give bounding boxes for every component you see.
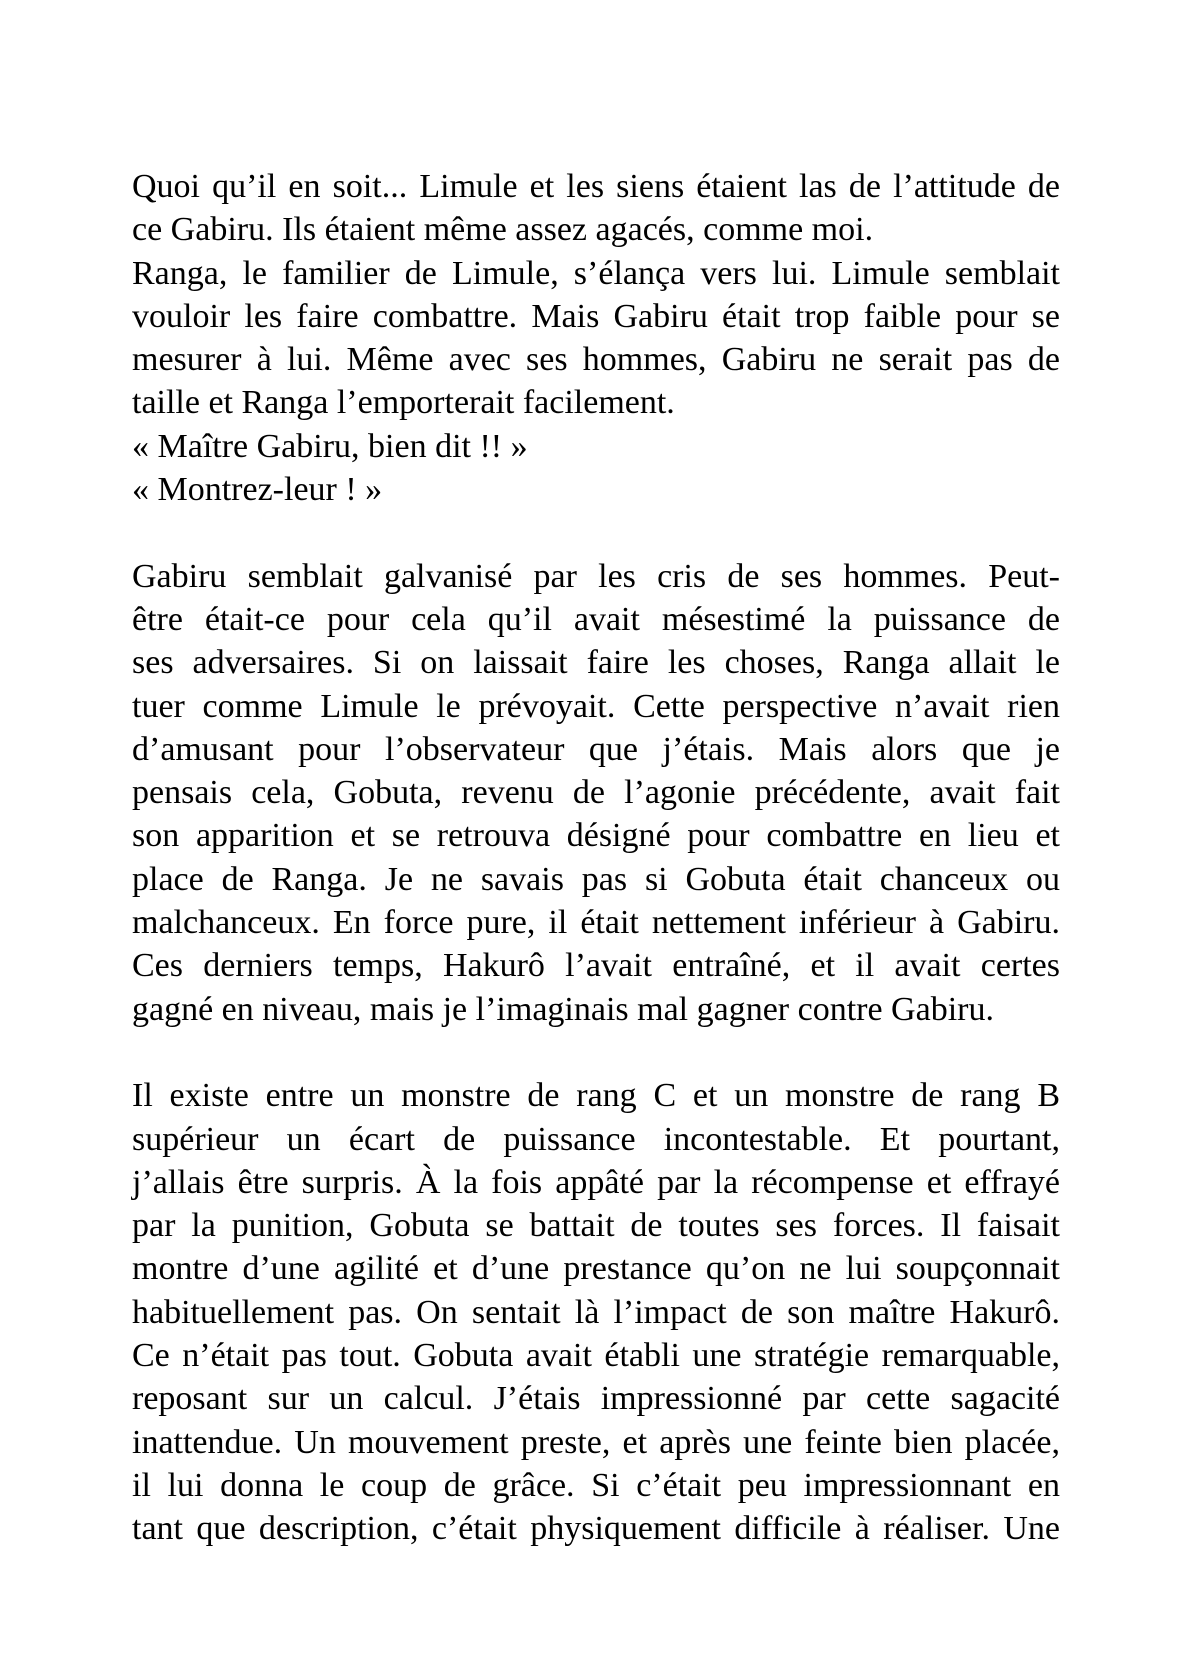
text-line: ses adversaires. Si on laissait faire les choses, Ranga allait le: [132, 644, 1060, 682]
text-line: pensais cela, Gobuta, revenu de l’agonie précédente, avait fait: [132, 774, 1060, 812]
text-line: j’allais être surpris. À la fois appâté par la récompense et effrayé: [132, 1163, 1060, 1201]
text-line: vouloir les faire combattre. Mais Gabiru était trop faible pour se: [132, 297, 1060, 335]
text-line: Il existe entre un monstre de rang C et un monstre de rang B: [132, 1077, 1060, 1115]
text-line: mesurer à lui. Même avec ses hommes, Gabiru ne serait pas de: [132, 341, 1060, 379]
text-line: gagné en niveau, mais je l’imaginais mal gagner contre Gabiru.: [132, 990, 994, 1028]
text-line: montre d’une agilité et d’une prestance qu’on ne lui soupçonnait: [132, 1250, 1060, 1288]
paragraph-block-2: [132, 555, 1060, 1031]
text-line: ce Gabiru. Ils étaient même assez agacés, comme moi.: [132, 211, 874, 249]
text-line: Ces derniers temps, Hakurô l’avait entraîné, et il avait certes: [132, 947, 1060, 985]
text-line: Ranga, le familier de Limule, s’élança vers lui. Limule semblait: [132, 254, 1060, 292]
text-line: son apparition et se retrouva désigné pour combattre en lieu et: [132, 817, 1060, 855]
text-line: d’amusant pour l’observateur que j’étais. Mais alors que je: [132, 730, 1060, 768]
text-line: Quoi qu’il en soit... Limule et les siens étaient las de l’attitude de: [132, 168, 1060, 205]
text-line: il lui donna le coup de grâce. Si c’était peu impressionnant en: [132, 1466, 1060, 1504]
text-line: tant que description, c’était physiquement difficile à réaliser. Une: [132, 1510, 1060, 1548]
page-text: [132, 165, 1060, 1551]
text-line: supérieur un écart de puissance incontestable. Et pourtant,: [132, 1120, 1060, 1158]
text-line: inattendue. Un mouvement preste, et après une feinte bien placée,: [132, 1423, 1060, 1461]
paragraph-block-1: [132, 165, 1060, 511]
text-line: malchanceux. En force pure, il était nettement inférieur à Gabiru.: [132, 904, 1060, 942]
dialogue-line: « Maître Gabiru, bien dit !! »: [132, 427, 528, 465]
text-line: reposant sur un calcul. J’étais impressionné par cette sagacité: [132, 1380, 1060, 1418]
text-line: Gabiru semblait galvanisé par les cris de ses hommes. Peut-: [132, 557, 1060, 595]
text-line: taille et Ranga l’emporterait facilement.: [132, 384, 675, 422]
text-line: Ce n’était pas tout. Gobuta avait établi une stratégie remarquable,: [132, 1337, 1060, 1375]
text-line: habituellement pas. On sentait là l’impact de son maître Hakurô.: [132, 1293, 1060, 1331]
text-line: place de Ranga. Je ne savais pas si Gobuta était chanceux ou: [132, 860, 1060, 898]
dialogue-line: « Montrez-leur ! »: [132, 471, 383, 509]
text-line: par la punition, Gobuta se battait de toutes ses forces. Il faisait: [132, 1207, 1060, 1245]
paragraph-block-3: [132, 1074, 1060, 1550]
text-line: être était-ce pour cela qu’il avait mésestimé la puissance de: [132, 600, 1060, 638]
text-line: tuer comme Limule le prévoyait. Cette perspective n’avait rien: [132, 687, 1060, 725]
